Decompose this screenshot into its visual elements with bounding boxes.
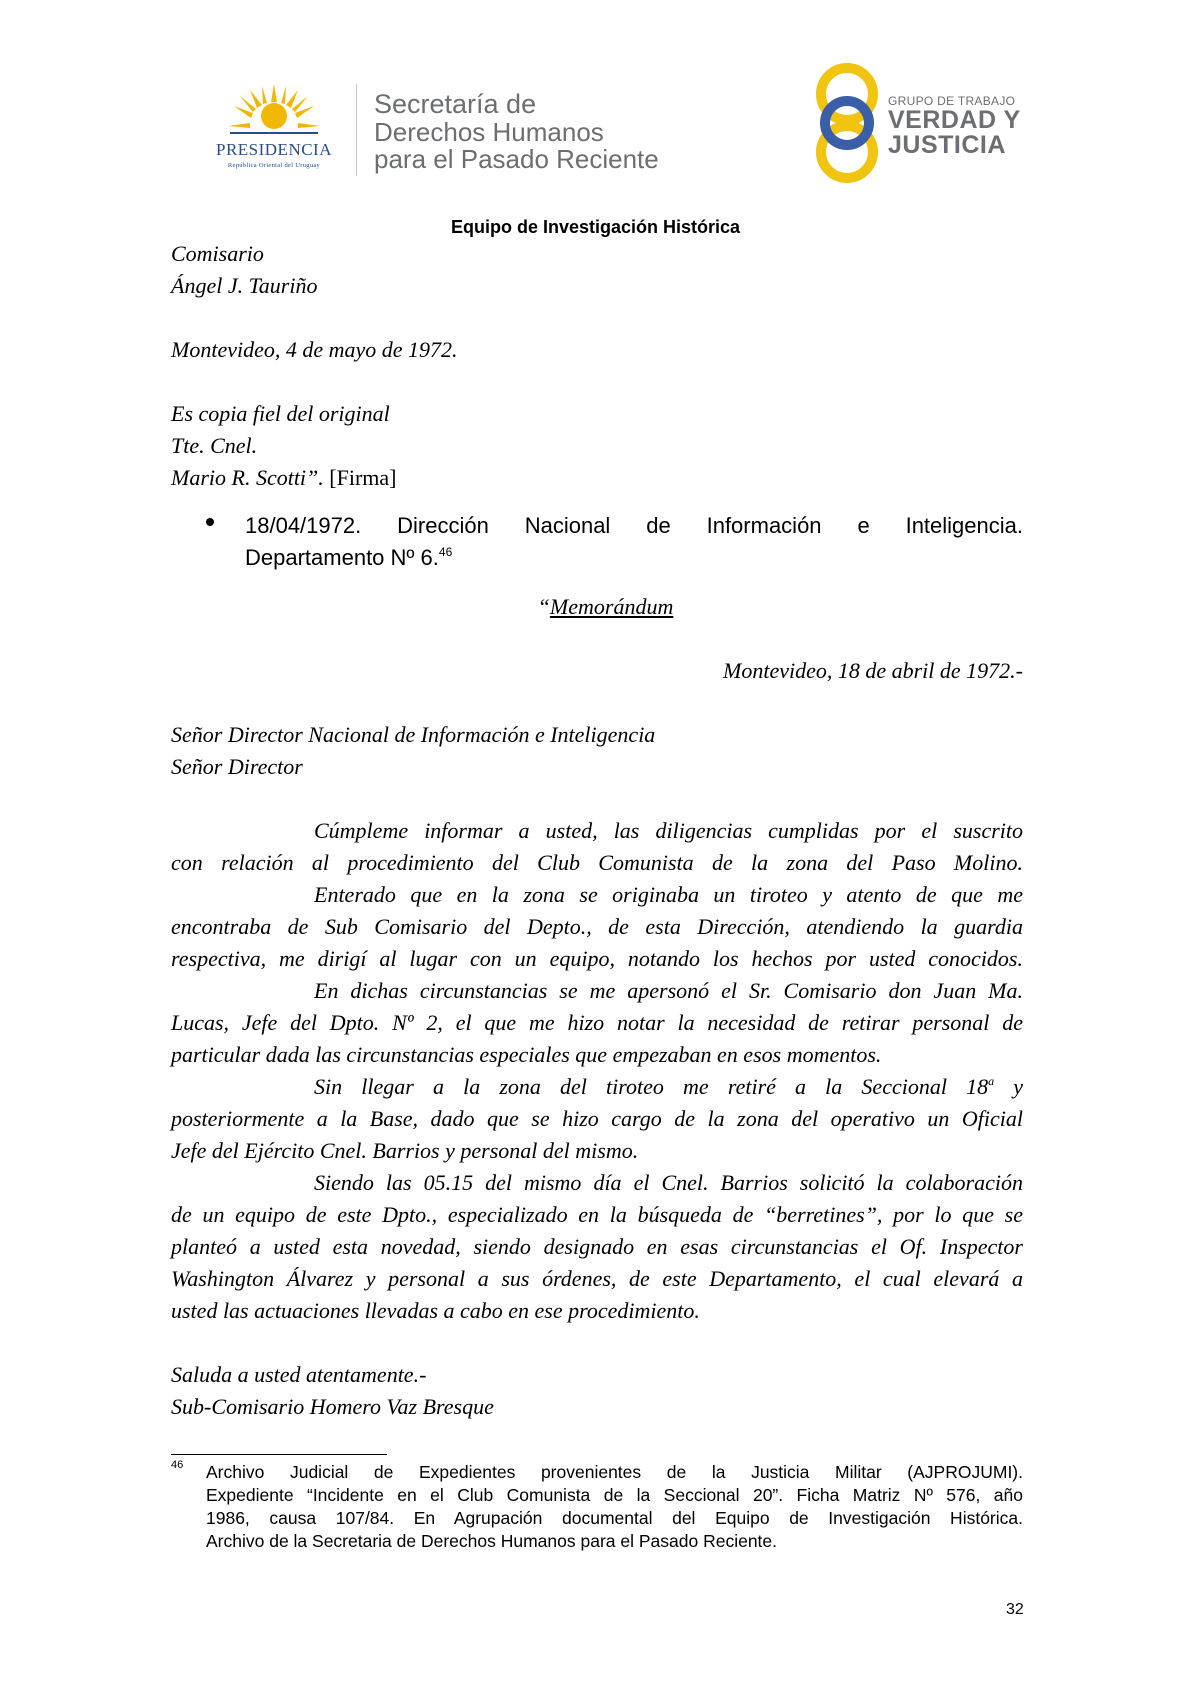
bullet-line-1: 18/04/1972. Dirección Nacional de Información e Inteligencia. [245,513,1023,538]
signer-line [171,465,396,491]
memo-body-line: usted las actuaciones llevadas a cabo en ese procedimiento. [171,1298,700,1323]
tte-cnel-line: Tte. Cnel. [171,433,258,458]
secretaria-line-2: Derechos Humanos [374,117,604,147]
memo-date: Montevideo, 18 de abril de 1972.- [723,658,1023,683]
footnote-line: Archivo de la Secretaria de Derechos Humanos para el Pasado Reciente. [206,1531,778,1551]
memo-open-quote: “ [537,594,550,619]
memo-body-line: respectiva, me dirigí al lugar con un equipo, notando los hechos por usted conocidos. [171,946,1023,971]
prev-name-line: Ángel J. Tauriño [171,273,318,298]
memo-body-line: Siendo las 05.15 del mismo día el Cnel. Barrios solicitó la colaboración [314,1170,1023,1195]
footnote-line: Archivo Judicial de Expedientes provenientes de la Justicia Militar (AJPROJUMI). [206,1462,1023,1482]
memo-body-seccional-text: Sin llegar a la zona del tiroteo me retiré a la Seccional 18 [314,1074,989,1099]
prev-rank-line: Comisario [171,241,264,266]
vyj-line-1: GRUPO DE TRABAJO [888,94,1016,108]
vyj-line-3: JUSTICIA [888,131,1006,159]
verdad-justicia-rings-icon [810,60,884,186]
firma-note: [Firma] [323,465,397,490]
footnote-number: 46 [171,1459,184,1471]
vyj-line-2: VERDAD Y [888,106,1021,134]
copia-line: Es copia fiel del original [171,401,390,426]
memo-body-line: con relación al procedimiento del Club Comunista de la zona del Paso Molino. [171,850,1023,875]
page-number: 32 [1006,1601,1024,1618]
memo-body-line: de un equipo de este Dpto., especializado en la búsqueda de “berretines”, por lo que se [171,1202,1023,1227]
memo-closing: Saluda a usted atentamente.- [171,1362,427,1387]
presidencia-name: PRESIDENCIA [215,140,332,159]
memo-body-line: Cúmpleme informar a usted, las diligencias cumplidas por el suscrito [314,818,1023,843]
memo-body-line: posteriormente a la Base, dado que se hizo cargo de la zona del operativo un Oficial [171,1106,1023,1131]
bullet-icon [206,518,214,526]
memo-body-line: En dichas circunstancias se me apersonó el Sr. Comisario don Juan Ma. [314,978,1023,1003]
verdad-justicia-logo-text [888,94,1021,158]
presidencia-logo [196,82,352,174]
seccional-superscript: a [988,1074,995,1088]
memo-body-line: Washington Álvarez y personal a sus órdenes, de este Departamento, el cual elevará a [171,1266,1023,1291]
memo-body-line: Enterado que en la zona se originaba un tiroteo y atento de que me [314,882,1023,907]
secretaria-logo-text [374,90,659,173]
presidencia-subtitle: República Oriental del Uruguay [227,162,321,169]
memo-body-seccional-tail: y [994,1074,1023,1099]
memo-addressee: Señor Director Nacional de Información e Inteligencia [171,722,656,747]
prev-date-line: Montevideo, 4 de mayo de 1972. [171,337,458,362]
memo-body-line: particular dada las circunstancias especiales que empezaban en esos momentos. [171,1042,882,1067]
footnote-ref: 46 [438,545,453,559]
footnote-divider [171,1454,387,1455]
sun-icon [226,82,322,142]
secretaria-line-3: para el Pasado Reciente [374,144,659,174]
memo-body-line: planteó a usted esta novedad, siendo designado en esas circunstancias el Of. Inspector [171,1234,1023,1259]
memo-title [0,594,1191,620]
secretaria-line-1: Secretaría de [374,89,537,119]
footnote-line: Expediente “Incidente en el Club Comunista de la Seccional 20”. Ficha Matriz Nº 576, año [206,1485,1023,1505]
header-divider [356,84,357,176]
page-header [0,0,1191,200]
bullet-line-2-text: Departamento Nº 6. [245,545,439,570]
team-title: Equipo de Investigación Histórica [450,217,741,237]
signer-name: Mario R. Scotti”. [171,465,324,490]
memo-signer: Sub-Comisario Homero Vaz Bresque [171,1394,494,1419]
memo-body-line: Lucas, Jefe del Dpto. Nº 2, el que me hizo notar la necesidad de retirar personal de [171,1010,1023,1035]
memo-body-line: Jefe del Ejército Cnel. Barrios y personal del mismo. [171,1138,639,1163]
bullet-line-2 [245,545,452,571]
memo-body-line: encontraba de Sub Comisario del Depto., de esta Dirección, atendiendo la guardia [171,914,1023,939]
footnote-line: 1986, causa 107/84. En Agrupación documental del Equipo de Investigación Histórica. [206,1508,1023,1528]
memo-salutation: Señor Director [171,754,303,779]
memo-title-text: Memorándum [549,594,674,619]
memo-body-line [171,1074,1023,1100]
